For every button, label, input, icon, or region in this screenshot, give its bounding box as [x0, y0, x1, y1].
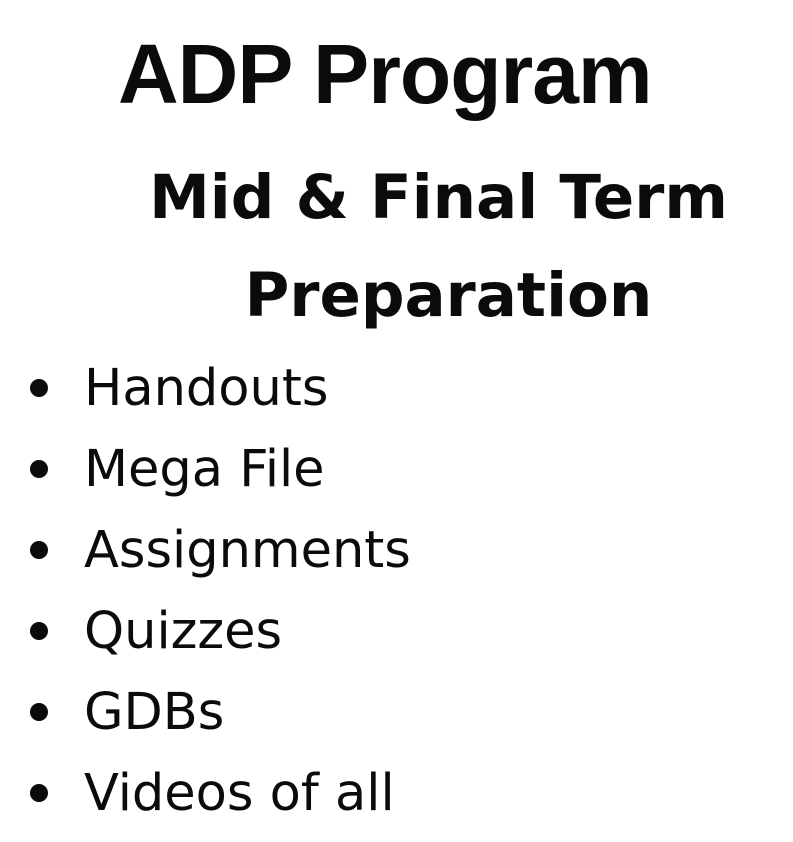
- list-item-label: GDBs: [84, 683, 225, 742]
- bullet-icon: [30, 703, 48, 721]
- list-item-label: Assignments: [84, 521, 411, 580]
- bullet-icon: [30, 784, 48, 802]
- list-item-label: Mega File: [84, 440, 325, 499]
- page-title: ADP Program: [118, 27, 652, 121]
- bullet-icon: [30, 622, 48, 640]
- subtitle-line-1: Mid & Final Term: [149, 162, 728, 233]
- list-item-label: Videos of all: [84, 764, 395, 823]
- bullet-icon: [30, 541, 48, 559]
- subtitle-line-2: Preparation: [244, 260, 653, 331]
- list-item-label: Handouts: [84, 359, 329, 418]
- bullet-icon: [30, 379, 48, 397]
- bullet-icon: [30, 460, 48, 478]
- list-item-label: Quizzes: [84, 602, 283, 661]
